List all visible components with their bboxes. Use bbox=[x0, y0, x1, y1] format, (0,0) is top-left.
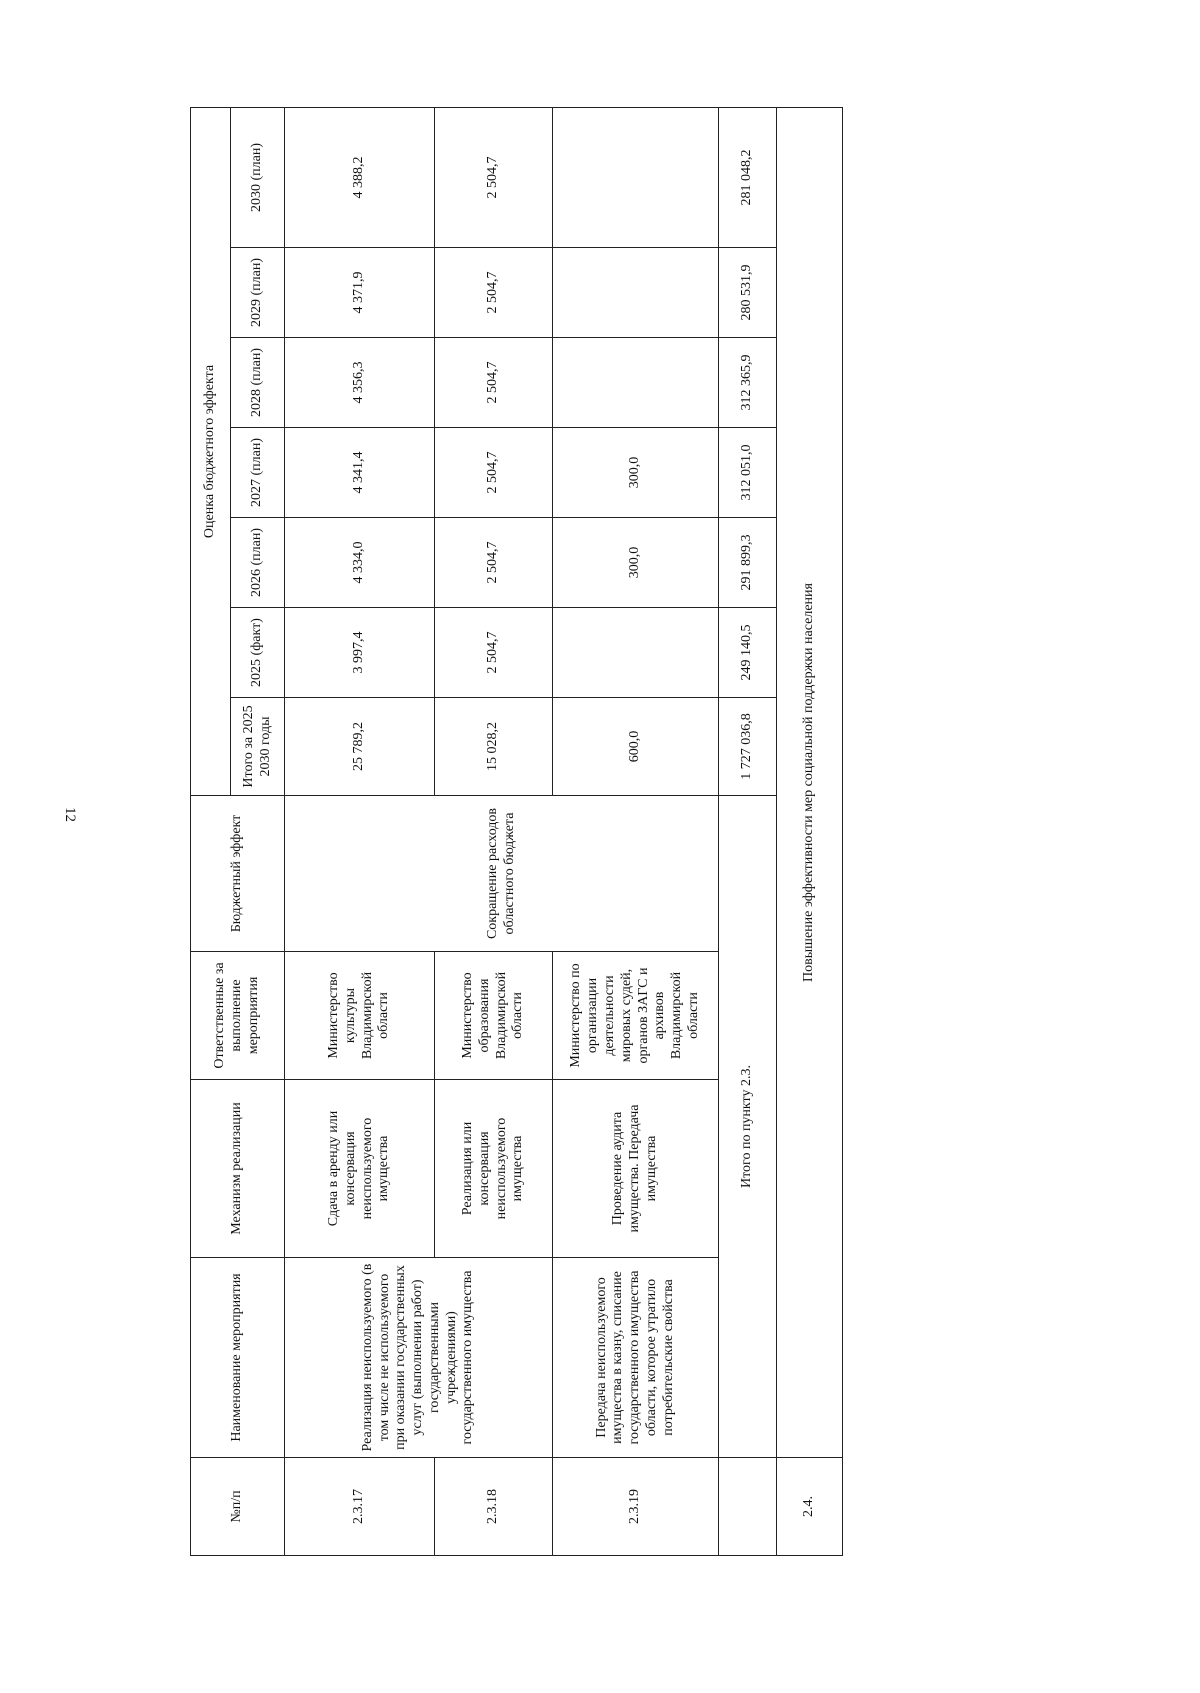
value-2027: 300,0 bbox=[553, 428, 719, 518]
header-year-2027: 2027 (план) bbox=[231, 428, 285, 518]
page-number: 12 bbox=[62, 807, 78, 822]
value-2029 bbox=[553, 248, 719, 338]
rotated-table-container bbox=[190, 108, 1002, 1556]
header-effect: Бюджетный эффект bbox=[191, 796, 285, 952]
budget-effect-table bbox=[190, 107, 843, 1556]
section-title: Повышение эффективности мер социальной поддержки населения bbox=[777, 107, 843, 1457]
total-row bbox=[719, 107, 777, 1555]
total-num bbox=[719, 1458, 777, 1556]
row-responsible: Министерство образования Владимирской области bbox=[435, 952, 553, 1080]
row-num: 2.3.19 bbox=[553, 1458, 719, 1556]
row-mechanism: Проведение аудита имущества. Передача имущества bbox=[553, 1080, 719, 1258]
total-value-2029: 280 531,9 bbox=[719, 248, 777, 338]
value-2028: 4 356,3 bbox=[285, 338, 435, 428]
value-2028 bbox=[553, 338, 719, 428]
value-2030 bbox=[553, 107, 719, 247]
value-2027: 4 341,4 bbox=[285, 428, 435, 518]
total-value-2030: 281 048,2 bbox=[719, 107, 777, 247]
header-responsible: Ответственные за выполнение мероприятия bbox=[191, 952, 285, 1080]
header-year-2028: 2028 (план) bbox=[231, 338, 285, 428]
total-value-total: 1 727 036,8 bbox=[719, 698, 777, 796]
row-effect: Сокращение расходов областного бюджета bbox=[285, 796, 719, 952]
header-year-2030: 2030 (план) bbox=[231, 107, 285, 247]
value-2030: 4 388,2 bbox=[285, 107, 435, 247]
total-value-2027: 312 051,0 bbox=[719, 428, 777, 518]
value-2028: 2 504,7 bbox=[435, 338, 553, 428]
header-mechanism: Механизм реализации bbox=[191, 1080, 285, 1258]
total-value-2025: 249 140,5 bbox=[719, 608, 777, 698]
value-2025 bbox=[553, 608, 719, 698]
row-mechanism: Сдача в аренду или консервация неиспользуемого имущества bbox=[285, 1080, 435, 1258]
header-year-total: Итого за 2025 2030 годы bbox=[231, 698, 285, 796]
value-total: 15 028,2 bbox=[435, 698, 553, 796]
section-num: 2.4. bbox=[777, 1458, 843, 1556]
value-2026: 300,0 bbox=[553, 518, 719, 608]
value-2029: 4 371,9 bbox=[285, 248, 435, 338]
row-mechanism: Реализация или консервация неиспользуемого имущества bbox=[435, 1080, 553, 1258]
value-2026: 2 504,7 bbox=[435, 518, 553, 608]
row-responsible: Министерство культуры Владимирской области bbox=[285, 952, 435, 1080]
header-year-2029: 2029 (план) bbox=[231, 248, 285, 338]
value-2030: 2 504,7 bbox=[435, 107, 553, 247]
value-total: 600,0 bbox=[553, 698, 719, 796]
table-row bbox=[285, 107, 435, 1555]
total-value-2026: 291 899,3 bbox=[719, 518, 777, 608]
value-2025: 3 997,4 bbox=[285, 608, 435, 698]
value-2029: 2 504,7 bbox=[435, 248, 553, 338]
total-value-2028: 312 365,9 bbox=[719, 338, 777, 428]
value-2026: 4 334,0 bbox=[285, 518, 435, 608]
header-name: Наименование мероприятия bbox=[191, 1258, 285, 1458]
header-year-2026: 2026 (план) bbox=[231, 518, 285, 608]
row-name: Реализация неиспользуемого (в том числе не используемого при оказании государственных услуг (выполнении работ) государственными учреждениями) государственного имущества bbox=[285, 1258, 553, 1458]
header-num: №п/п bbox=[191, 1458, 285, 1556]
value-2025: 2 504,7 bbox=[435, 608, 553, 698]
section-row bbox=[777, 107, 843, 1555]
total-label: Итого по пункту 2.3. bbox=[719, 796, 777, 1458]
header-estimate: Оценка бюджетного эффекта bbox=[191, 107, 231, 795]
row-name: Передача неиспользуемого имущества в казну, списание государственного имущества области, которое утратило потребительские свойства bbox=[553, 1258, 719, 1458]
row-responsible: Министерство по организации деятельности мировых судей, органов ЗАГС и архивов Владимирской области bbox=[553, 952, 719, 1080]
header-year-2025: 2025 (факт) bbox=[231, 608, 285, 698]
row-num: 2.3.18 bbox=[435, 1458, 553, 1556]
value-2027: 2 504,7 bbox=[435, 428, 553, 518]
row-num: 2.3.17 bbox=[285, 1458, 435, 1556]
value-total: 25 789,2 bbox=[285, 698, 435, 796]
